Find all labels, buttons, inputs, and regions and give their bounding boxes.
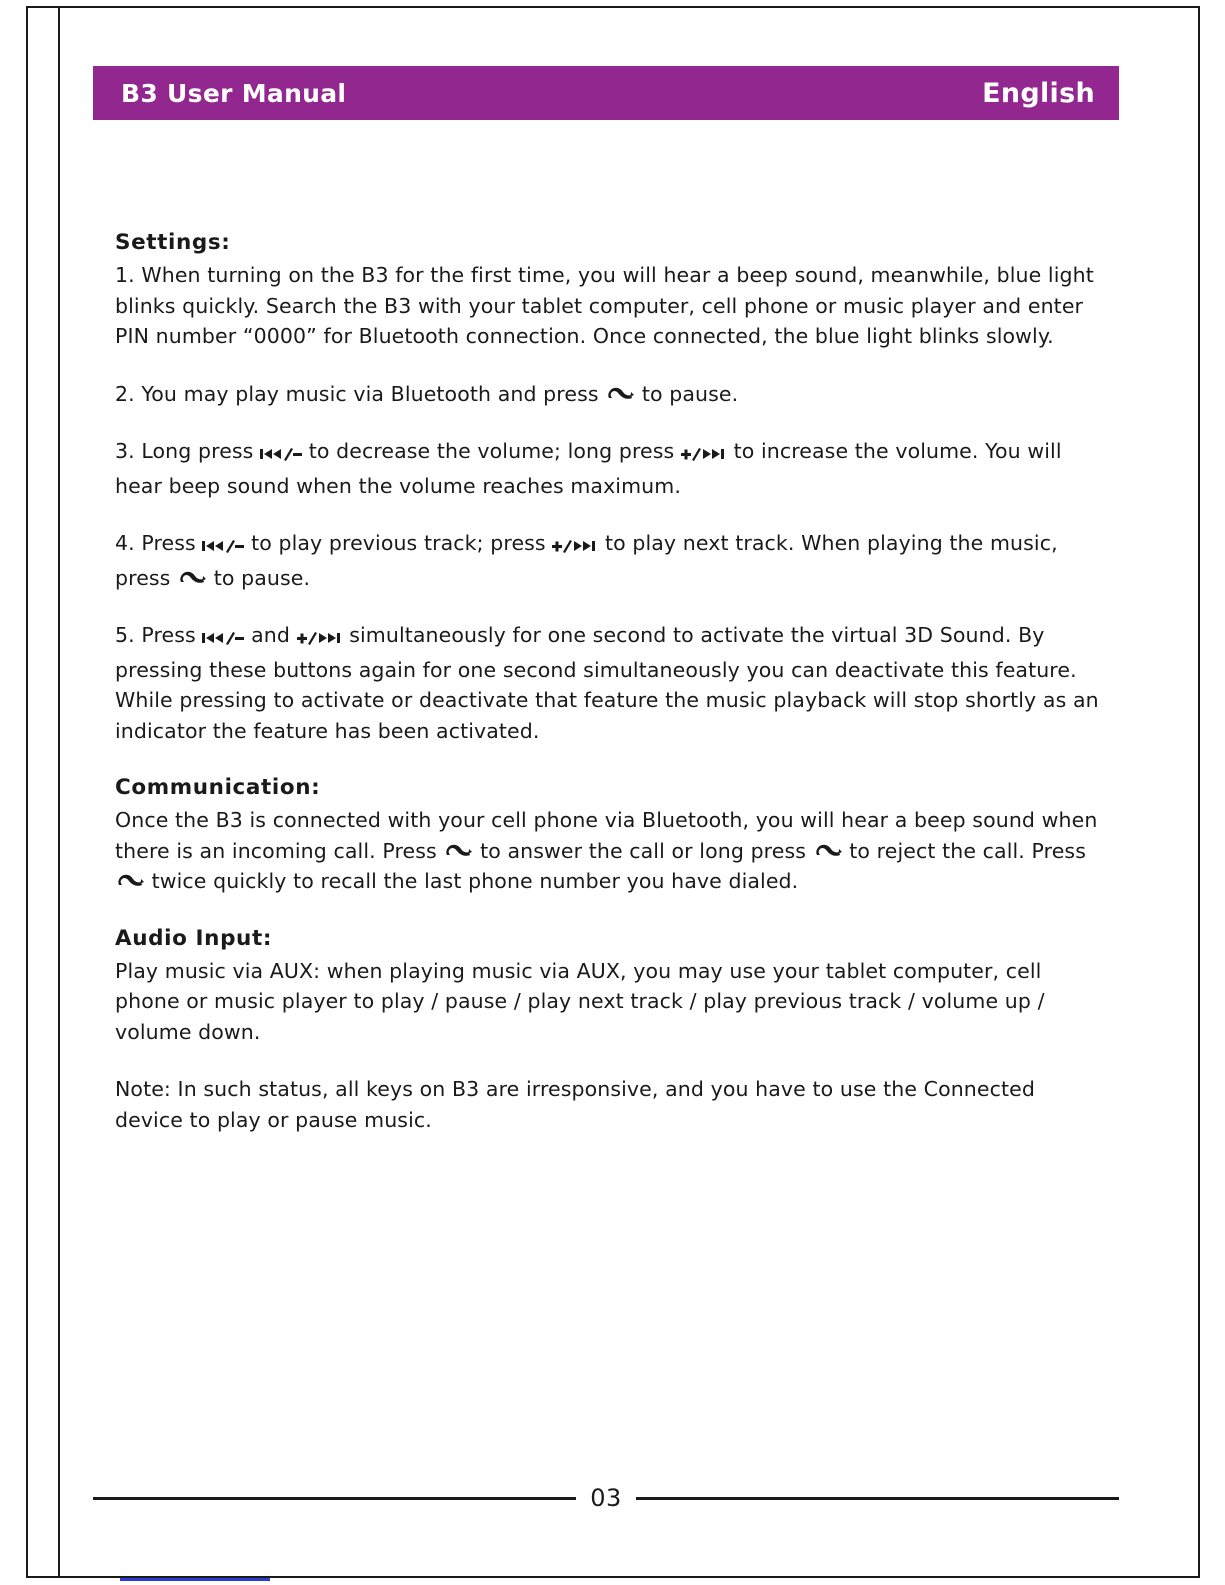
communication-text-a: Once the B3 is connected with your cell phone via Bluetooth, you will hear a beep sound when there is an incoming call. Press (115, 808, 1098, 863)
paragraph-spacer (115, 501, 1105, 528)
settings-paragraph-4-text-b: to play previous track; press (251, 531, 546, 555)
settings-paragraph-1: 1. When turning on the B3 for the first time, you will hear a beep sound, meanwhile, blue light blinks quickly. Search the B3 with your tablet computer, cell phone or music player and enter PIN number “0000” for Bluetooth connection. Once connected, the blue light blinks slowly. (115, 263, 1094, 348)
settings-paragraph-4-text-d: to pause. (213, 565, 311, 590)
settings-paragraph-5-text-a: 5. Press (115, 623, 196, 647)
settings-paragraph-3-text-c: to increase the volume. You will hear beep sound when the volume reaches maximum. (115, 439, 1062, 498)
phone-handset-icon (443, 840, 473, 860)
next-track-volume-up-icon (297, 624, 343, 655)
communication-text-b: to answer the call or long press (480, 838, 807, 863)
settings-paragraph-3 (115, 436, 1105, 501)
settings-paragraph-2 (115, 379, 1105, 410)
language-label: English (982, 77, 1095, 109)
page-title: B3 User Manual (121, 78, 347, 108)
phone-handset-icon (115, 870, 145, 890)
previous-track-volume-down-icon (202, 532, 244, 563)
settings-paragraph-5-text-c: simultaneously for one second to activate the virtual 3D Sound. By pressing these buttons again for one second simultaneously you can deactivate this feature. While pressing to activate or deactivate that feature the music playback will stop shortly as an indicator the feature has been activated. (115, 623, 1099, 743)
audio-input-paragraph-1: Play music via AUX: when playing music via AUX, you may use your tablet computer, cell phone or music player to play / pause / play next track / play previous track / volume up / volume down. (115, 958, 1045, 1044)
previous-track-volume-down-icon (202, 624, 244, 655)
bottom-link-underline[interactable] (120, 1578, 270, 1581)
settings-paragraph-4-text-a: 4. Press (115, 531, 196, 555)
page-number: 03 (590, 1484, 622, 1512)
settings-paragraph-4 (115, 528, 1105, 593)
next-track-volume-up-icon (681, 440, 727, 471)
settings-paragraph-5-text-b: and (251, 623, 290, 647)
communication-text-c: to reject the call. Press (849, 838, 1086, 863)
communication-paragraph-1 (115, 805, 1105, 897)
manual-content (115, 228, 1105, 1135)
page-spine-line (58, 8, 60, 1576)
section-heading-audio-input: Audio Input: (115, 925, 273, 951)
phone-handset-icon (177, 567, 207, 587)
phone-handset-icon (813, 840, 843, 860)
next-track-volume-up-icon (552, 532, 598, 563)
footer-rule-right (636, 1497, 1119, 1500)
settings-paragraph-2-text-b: to pause. (641, 381, 739, 406)
section-spacer (115, 897, 1105, 924)
settings-paragraph-3-text-b: to decrease the volume; long press (308, 439, 675, 463)
paragraph-spacer (115, 1047, 1105, 1074)
footer-rule-left (93, 1497, 576, 1500)
page-header-bar (93, 66, 1119, 120)
previous-track-volume-down-icon (260, 440, 302, 471)
audio-input-note: Note: In such status, all keys on B3 are irresponsive, and you have to use the Connected device to play or pause music. (115, 1077, 1035, 1132)
paragraph-spacer (115, 593, 1105, 620)
settings-paragraph-3-text-a: 3. Long press (115, 439, 254, 463)
settings-paragraph-2-text-a: 2. You may play music via Bluetooth and press (115, 381, 599, 406)
section-heading-settings: Settings: (115, 230, 231, 255)
phone-handset-icon (605, 383, 635, 403)
settings-paragraph-4-text-c: to play next track. When playing the music, press (115, 531, 1058, 590)
communication-text-d: twice quickly to recall the last phone number you have dialed. (151, 869, 799, 893)
page-footer (93, 1484, 1119, 1512)
settings-paragraph-5 (115, 620, 1105, 746)
section-heading-communication: Communication: (115, 775, 321, 800)
paragraph-spacer (115, 409, 1105, 436)
paragraph-spacer (115, 352, 1105, 379)
section-spacer (115, 746, 1105, 773)
